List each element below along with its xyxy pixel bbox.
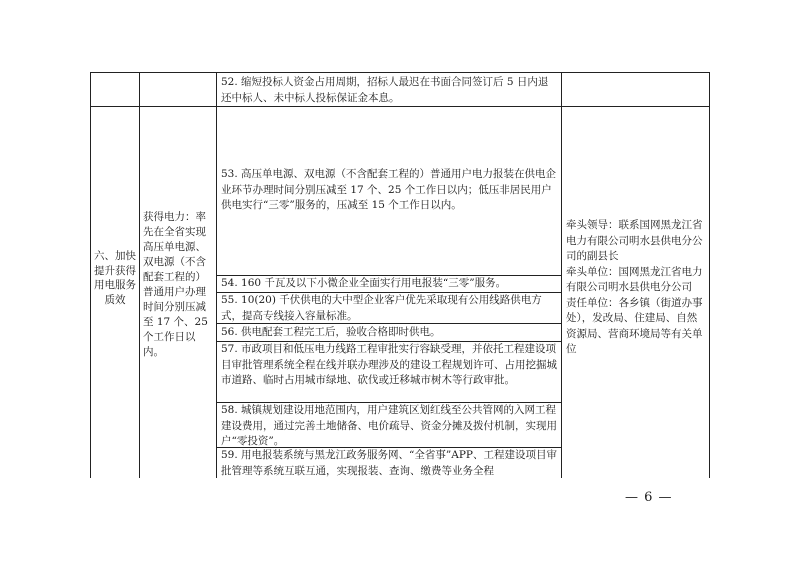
table-border — [90, 72, 710, 73]
table-cell-item-57: 57. 市政项目和低压电力线路工程审批实行容缺受理，并依托工程建设项目审批管理系统全程在线并联办理涉及的建设工程规划许可、占用挖掘城市道路、临时占用城市绿地、砍伐或迁移城市树木等行政审批。 — [221, 343, 557, 386]
responsibility-cell: 牵头领导：联系国网黑龙江省电力有限公司明水县供电分公司的副县长 牵头单位：国网黑龙江省电力有限公司明水县供电分公司 责任单位：各乡镇（街道办事处），发改局、住建局、自然资源局、营商环境局等有关单位 — [566, 219, 703, 355]
table-cell-item-53: 53. 高压单电源、双电源（不含配套工程的）普通用户电力报装在供电企业环节办理时间分别压减至 17 个、25 个工作日以内；低压非居民用户供电实行“三零”服务的，压减至 15 个工作日以内。 — [221, 168, 557, 211]
section-category: 六、加快提升获得用电服务质效 — [94, 250, 136, 306]
page-number: — 6 — — [625, 490, 673, 505]
table-border — [709, 72, 710, 478]
table-border — [90, 106, 710, 107]
table-cell-item-54: 54. 160 千瓦及以下小微企业全面实行用电报装“三零”服务。 — [221, 277, 507, 289]
table-cell-item-52: 52. 缩短投标人资金占用周期，招标人最迟在书面合同签订后 5 日内退还中标人、未中标人投标保证金本息。 — [221, 76, 549, 104]
table-cell-item-56: 56. 供电配套工程完工后，验收合格即时供电。 — [221, 326, 441, 338]
table-cell-item-58: 58. 城镇规划建设用地范围内，用户建筑区划红线至公共管网的入网工程建设费用，通过完善土地储备、电价疏导、资金分摊及拨付机制，实现用户“零投资”。 — [221, 404, 557, 447]
table-border — [139, 72, 140, 478]
table-border — [90, 72, 91, 478]
section-goal: 获得电力：率先在全省实现高压单电源、双电源（不含配套工程的）普通用户办理时间分别压减至 17 个、25 个工作日以内。 — [143, 211, 208, 358]
table-cell-item-55: 55. 10(20) 千伏供电的大中型企业客户优先采取现有公用线路供电方式，提高专线接入容量标准。 — [221, 294, 542, 322]
table-cell-item-59: 59. 用电报装系统与黑龙江政务服务网、“全省事”APP、工程建设项目审批管理等系统互联互通，实现报装、查询、缴费等业务全程 — [221, 449, 557, 477]
